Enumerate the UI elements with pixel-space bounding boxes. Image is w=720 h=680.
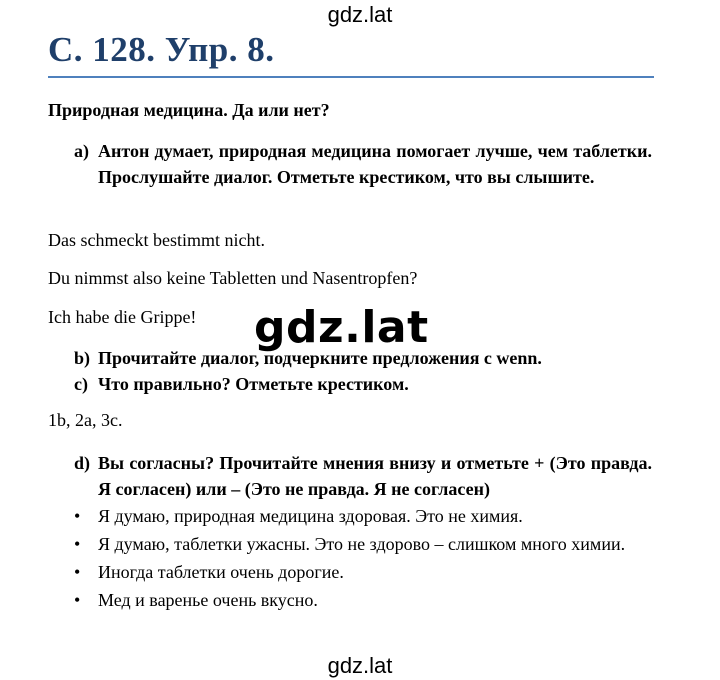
watermark-middle: gdz.lat <box>254 302 429 353</box>
section-heading: Природная медицина. Да или нет? <box>48 100 330 120</box>
list-item <box>74 588 652 612</box>
title-divider <box>48 76 654 78</box>
task-b <box>74 345 652 371</box>
watermark-top: gdz.lat <box>327 2 393 27</box>
list-item <box>74 532 652 556</box>
bullet-icon: • <box>74 506 81 526</box>
task-c-text: Что правильно? Отметьте крестиком. <box>98 374 409 394</box>
answer-a-line-1: Das schmeckt bestimmt nicht. <box>48 230 265 250</box>
bullet-icon: • <box>74 590 81 610</box>
bullet-icon: • <box>74 534 81 554</box>
task-c-marker: c) <box>74 374 88 394</box>
task-a-text: Антон думает, природная медицина помогает лучше, чем таблетки. Прослушайте диалог. Отметьте крестиком, что вы слышите. <box>98 141 652 187</box>
answer-a-line-3: Ich habe die Grippe! <box>48 307 197 327</box>
list-item <box>74 504 652 528</box>
list-item-text: Мед и варенье очень вкусно. <box>98 590 318 610</box>
answer-c: 1b, 2a, 3c. <box>48 410 123 430</box>
task-a-marker: a) <box>74 141 89 161</box>
bullet-icon: • <box>74 562 81 582</box>
answer-a-line-2: Du nimmst also keine Tabletten und Nasentropfen? <box>48 268 418 288</box>
list-item-text: Иногда таблетки очень дорогие. <box>98 562 344 582</box>
task-d-marker: d) <box>74 453 91 473</box>
page-title: С. 128. Упр. 8. <box>48 30 275 69</box>
task-a <box>74 138 652 190</box>
task-b-marker: b) <box>74 348 91 368</box>
list-item-text: Я думаю, таблетки ужасны. Это не здорово – слишком много химии. <box>98 534 626 554</box>
list-item-text: Я думаю, природная медицина здоровая. Это не химия. <box>98 506 523 526</box>
task-b-text: Прочитайте диалог, подчеркните предложения с wenn. <box>98 348 542 368</box>
watermark-bottom: gdz.lat <box>327 653 393 678</box>
opinion-list <box>74 504 652 612</box>
task-d <box>74 450 652 502</box>
list-item <box>74 560 652 584</box>
task-d-text: Вы согласны? Прочитайте мнения внизу и отметьте + (Это правда. Я согласен) или – (Это не правда. Я не согласен) <box>98 453 652 499</box>
task-c <box>74 371 652 397</box>
